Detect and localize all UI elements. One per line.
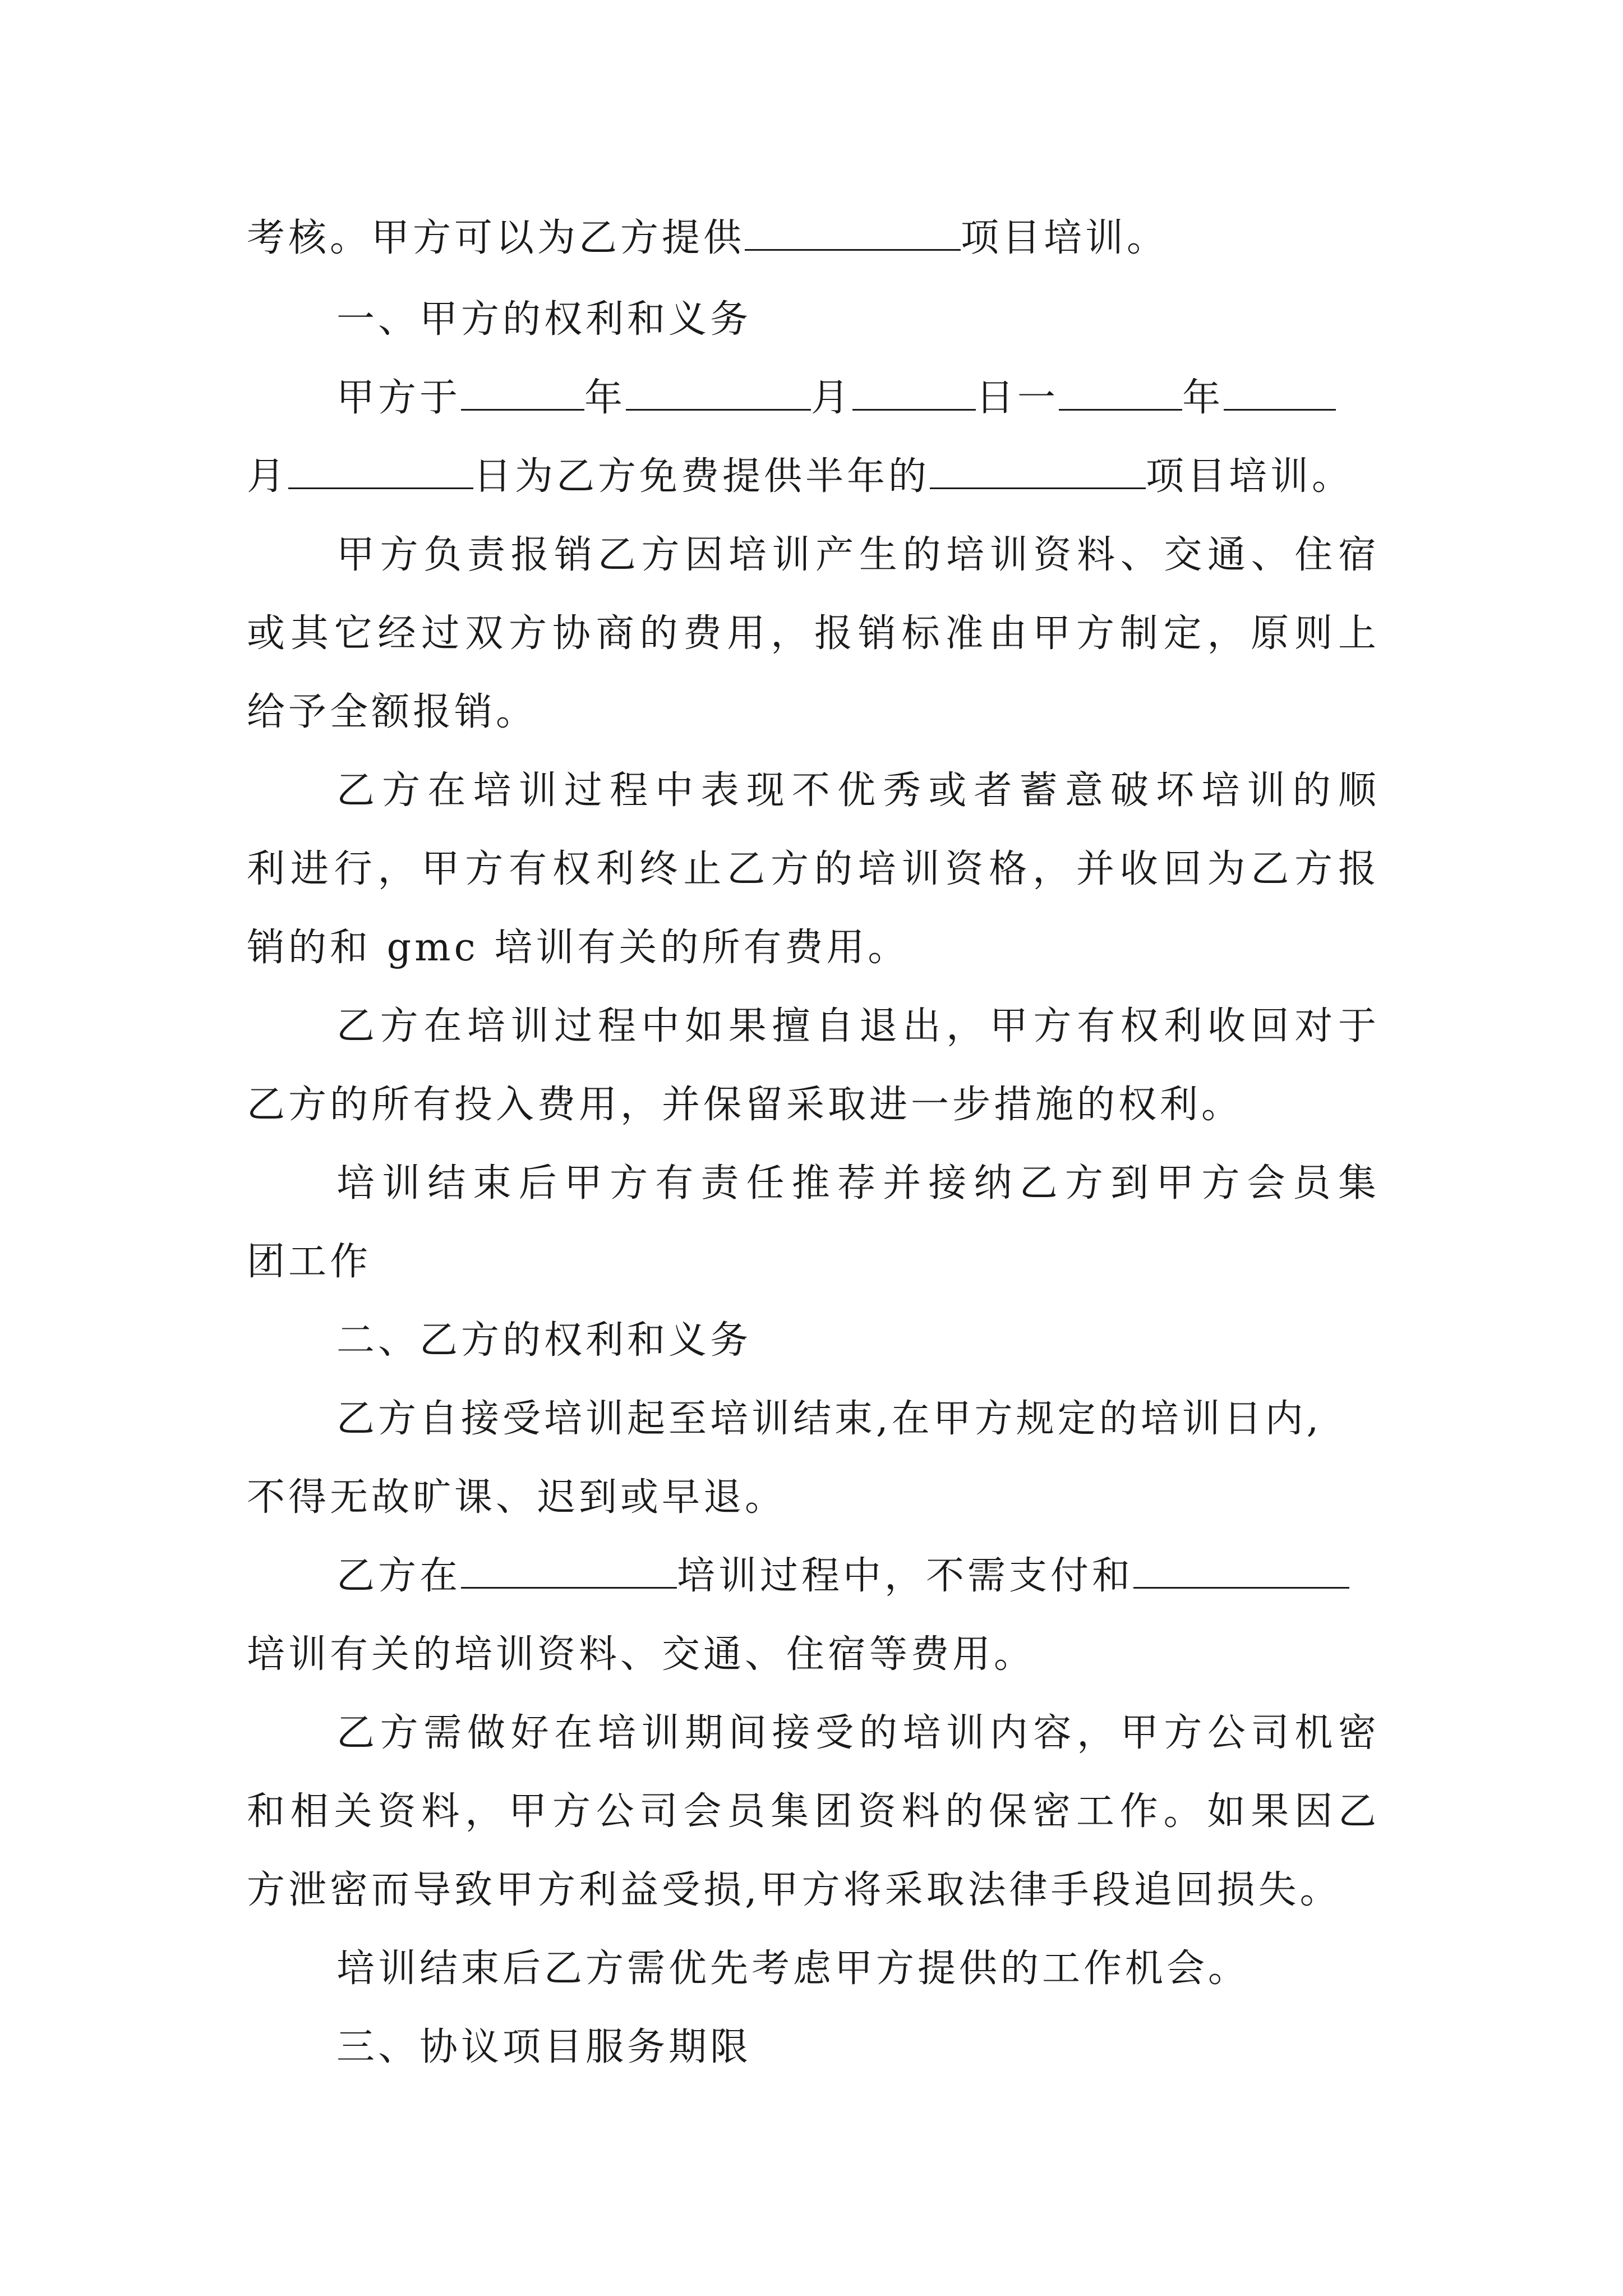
fill-in-blank [852,372,976,411]
paragraph-line: 不得无故旷课、迟到或早退。 [247,1475,787,1520]
paragraph-line: 乙方的所有投入费用，并保留采取进一步措施的权利。 [247,1083,1243,1127]
fill-in-blank [930,450,1146,489]
section-heading-text: 三、协议项目服务期限 [336,2025,752,2069]
paragraph-line: 销的和 gmc 培训有关的所有费用。 [247,926,910,970]
fill-in-blank [461,372,584,411]
text-run: 培训过程中，不需支付和 [677,1554,1134,1598]
section-heading [336,2017,1469,2078]
paragraph-line: 乙方在培训过程中如果擅自退出，甲方有权利收回对于 [336,1004,1380,1048]
paragraph-line: 利进行，甲方有权利终止乙方的培训资格，并收回为乙方报 [247,847,1380,891]
text-run: 月 [811,376,853,420]
fill-in-blank [626,372,811,411]
section-heading-text: 一、甲方的权利和义务 [336,297,752,342]
text-run: 日一 [976,376,1059,420]
paragraph-line: 给予全额报销。 [247,690,538,734]
paragraph-line [247,208,1380,269]
text-run: 月 [247,454,289,499]
paragraph-line: 乙方自接受培训起至培训结束,在甲方规定的培训日内, [336,1397,1322,1441]
fill-in-blank [1224,372,1336,411]
fill-in-blank [745,212,961,251]
paragraph-line [336,367,1380,429]
paragraph-line: 乙方需做好在培训期间接受的培训内容，甲方公司机密 [336,1711,1380,1755]
text-run: 项目培训。 [961,216,1169,260]
section-heading [336,289,1469,351]
text-run: 年 [584,376,626,420]
paragraph-line: 乙方在培训过程中表现不优秀或者蓄意破坏培训的顺 [336,769,1380,813]
paragraph-line: 甲方负责报销乙方因培训产生的培训资料、交通、住宿 [336,533,1380,577]
fill-in-blank [461,1550,677,1589]
fill-in-blank [1133,1550,1349,1589]
section-heading [336,1310,1469,1372]
text-run: 日为乙方免费提供半年的 [473,454,930,499]
paragraph-line: 方泄密而导致甲方利益受损,甲方将采取法律手段追回损失。 [247,1868,1341,1912]
text-run: 乙方在 [336,1554,462,1598]
fill-in-blank [1059,372,1182,411]
text-run: 甲方于 [336,376,462,420]
paragraph-line: 培训有关的培训资料、交通、住宿等费用。 [247,1632,1036,1677]
paragraph-line: 和相关资料，甲方公司会员集团资料的保密工作。如果因乙 [247,1789,1380,1834]
text-run: 考核。甲方可以为乙方提供 [247,216,745,260]
paragraph-line: 或其它经过双方协商的费用，报销标准由甲方制定，原则上 [247,611,1380,656]
paragraph-line [247,446,1380,508]
fill-in-blank [288,450,473,489]
paragraph-line [336,1545,1380,1607]
paragraph-line: 培训结束后乙方需优先考虑甲方提供的工作机会。 [336,1947,1250,1991]
section-heading-text: 二、乙方的权利和义务 [336,1318,752,1363]
text-run: 项目培训。 [1146,454,1354,499]
text-run: 年 [1182,376,1224,420]
paragraph-line: 培训结束后甲方有责任推荐并接纳乙方到甲方会员集 [336,1161,1380,1205]
paragraph-line: 团工作 [247,1240,372,1284]
